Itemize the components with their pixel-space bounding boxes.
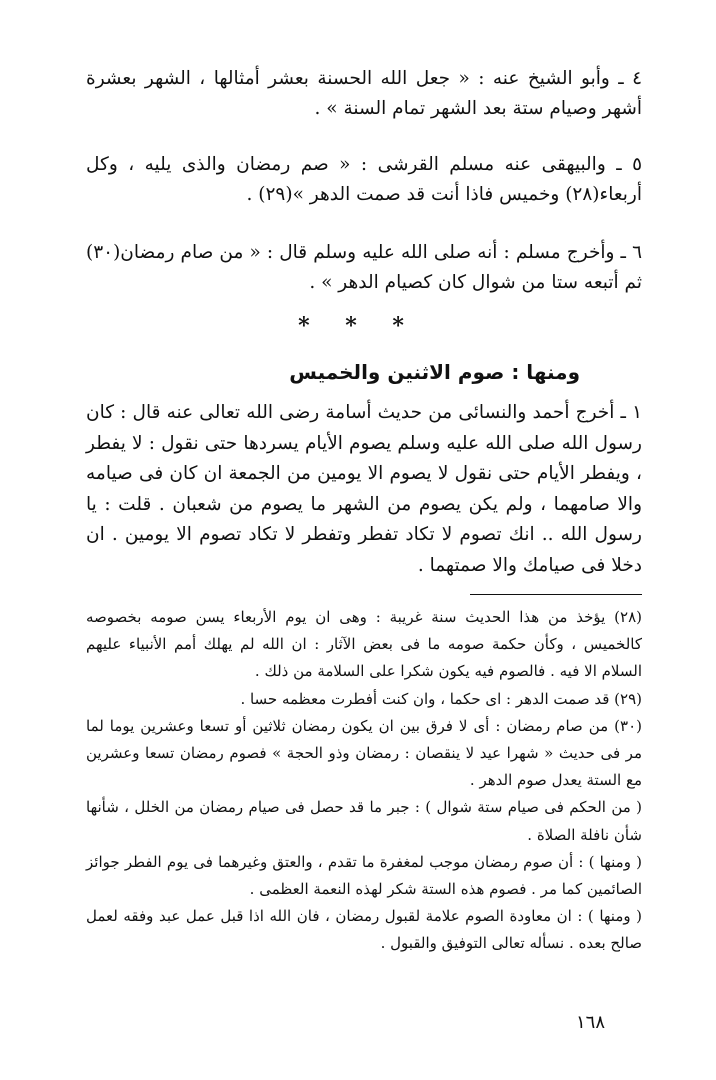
footnote-28: (٢٨) يؤخذ من هذا الحديث سنة غريبة : وهى ان يوم الأربعاء يسن صومه بخصوصه كالخميس ، وكأن حكمة صومه ما فى بعض الآثار : ان الله لم يهلك أمم الأنبياء عليهم السلام الا فيه . فالصوم فيه يكون شكرا على السلامة من ذلك .	[86, 608, 642, 681]
paragraph-text: ٦ ـ وأخرج مسلم : أنه صلى الله عليه وسلم قال : « من صام رمضان(٣٠) ثم أتبعه ستا من شوال كان كصيام الدهر » .	[86, 242, 642, 293]
section-paragraph	[86, 398, 642, 581]
section-separator: * * *	[298, 313, 418, 339]
footnote-divider	[470, 594, 642, 595]
hadith-paragraph-6	[86, 238, 642, 298]
paragraph-text: ٥ ـ والبيهقى عنه مسلم القرشى : « صم رمضان والذى يليه ، وكل أربعاء(٢٨) وخميس فاذا أنت قد صمت الدهر »(٢٩) .	[86, 154, 642, 205]
paragraph-text: ١ ـ أخرج أحمد والنسائى من حديث أسامة رضى الله تعالى عنه قال : كان رسول الله صلى الله عليه وسلم يصوم الأيام يسردها حتى نقول : لا يفطر ، ويفطر الأيام حتى نقول لا يصوم الا يومين من الجمعة ان كان فى صيامه والا صامهما ، ولم يكن يصوم من الشهر ما يصوم من شعبان . قلت : يا رسول الله .. انك تصوم لا تكاد تفطر وتفطر لا تكاد تصوم الا يومين . ان دخلا فى صيامك والا صمتهما .	[86, 402, 642, 576]
hadith-paragraph-5	[86, 150, 642, 210]
footnote-29: (٢٩) قد صمت الدهر : اى حكما ، وان كنت أفطرت معظمه حسا .	[240, 689, 642, 708]
paragraph-text: ٤ ـ وأبو الشيخ عنه : « جعل الله الحسنة بعشر أمثالها ، الشهر بعشرة أشهر وصيام ستة بعد الشهر تمام السنة » .	[86, 68, 642, 119]
footnote-30: (٣٠) من صام رمضان : أى لا فرق بين ان يكون رمضان ثلاثين أو تسعا وعشرين يوما لما مر فى حديث « شهرا عيد لا ينقصان : رمضان وذو الحجة » فصوم رمضان تسعا وعشرين مع الستة يعدل صوم الدهر .	[86, 716, 642, 790]
hadith-paragraph-4	[86, 64, 642, 124]
footnotes	[86, 604, 642, 958]
footnote-wisdom: ( من الحكم فى صيام ستة شوال ) : جبر ما قد حصل فى صيام رمضان من الخلل ، شأنها شأن نافلة الصلاة .	[86, 798, 642, 844]
footnote-acceptance: ( ومنها ) : ان معاودة الصوم علامة لقبول رمضان ، فان الله اذا قبل عمل عبد وفقه لعمل صالح بعده . نسأله تعالى التوفيق والقبول .	[86, 907, 642, 953]
footnote-forgiveness: ( ومنها ) : أن صوم رمضان موجب لمغفرة ما تقدم ، والعتق وغيرهما فى يوم الفطر جوائز الصائمين كما مر . فصوم هذه الستة شكر لهذه النعمة العظمى .	[86, 852, 642, 899]
page-number: ١٦٨	[576, 1012, 606, 1033]
section-heading: ومنها : صوم الاثنين والخميس	[289, 360, 580, 384]
